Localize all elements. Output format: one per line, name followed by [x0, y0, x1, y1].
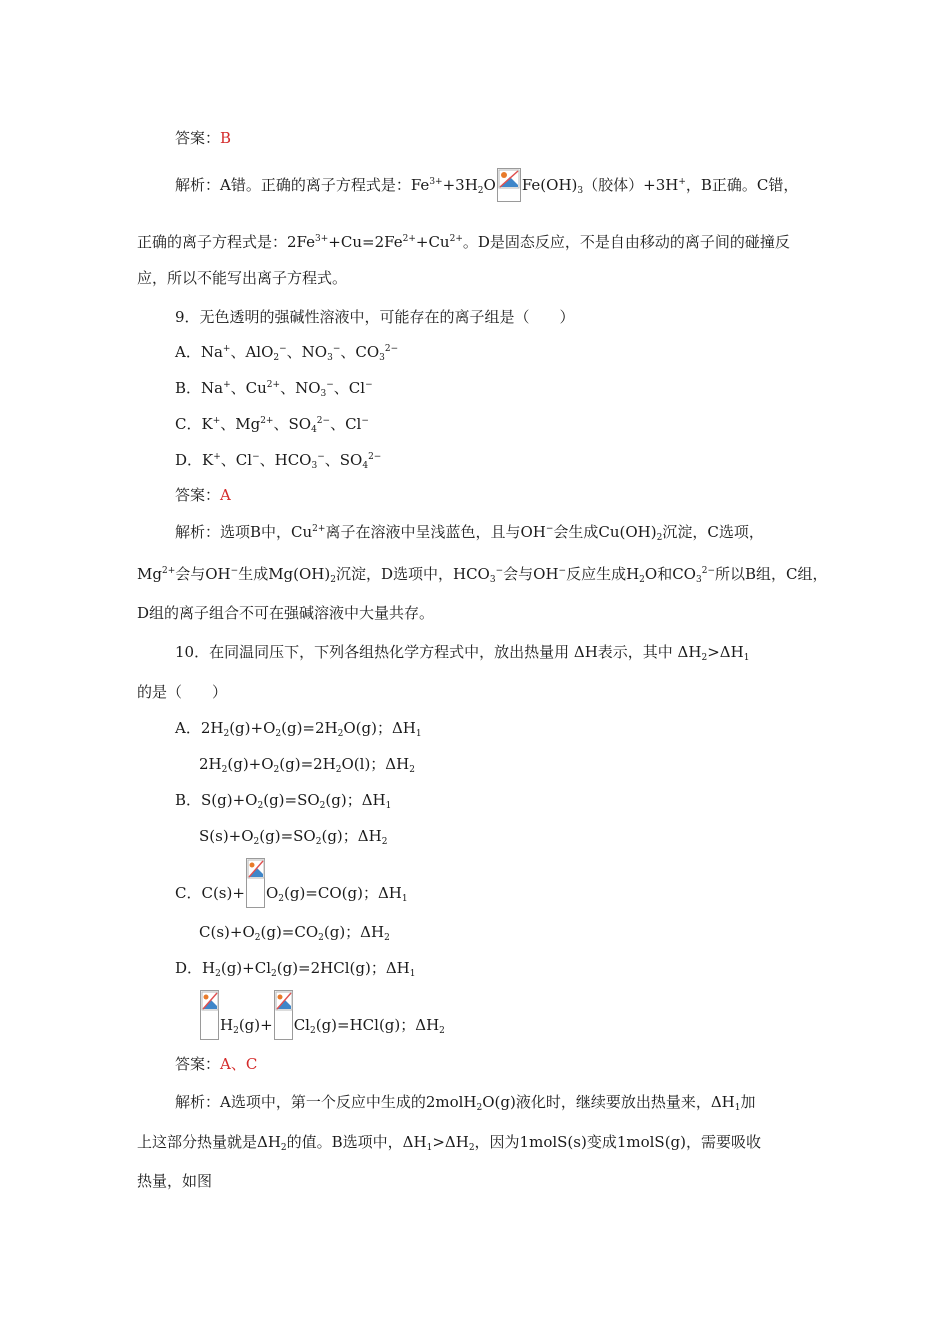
sup: 2+	[260, 416, 274, 426]
text: (g)；ΔH	[325, 791, 386, 809]
broken-image-icon	[497, 168, 521, 202]
sup: −	[332, 344, 341, 354]
sub: 3	[327, 353, 333, 363]
text: 、Cl	[330, 415, 362, 433]
q10-analysis-line-2	[137, 1132, 761, 1152]
text: +3H	[442, 176, 478, 194]
text: H	[220, 1016, 234, 1034]
sub: 1	[409, 969, 416, 979]
sub: 2	[278, 894, 284, 904]
text: (g)=2H	[281, 719, 338, 737]
sub: 2	[271, 969, 277, 979]
text: 所以B组，C组，	[715, 565, 828, 583]
text: C．K	[175, 415, 213, 433]
text: 的值。B选项中，ΔH	[286, 1133, 427, 1151]
sup: 3+	[315, 234, 329, 244]
q10-stem-line-2: 的是（ ）	[137, 683, 228, 701]
text: O(g)；ΔH	[343, 719, 416, 737]
sub: 2	[280, 1143, 287, 1153]
sub: 2	[384, 933, 390, 943]
text: (g)+	[238, 1016, 273, 1034]
sub: 2	[409, 765, 415, 775]
sup: 2−	[316, 416, 331, 426]
text: >ΔH	[707, 643, 744, 661]
text: (g)=SO	[263, 791, 320, 809]
q10-option-a-eq1	[175, 718, 422, 738]
text: Cl	[293, 1016, 310, 1034]
sub: 2	[221, 765, 228, 775]
sup: +	[678, 177, 686, 187]
sup: −	[495, 566, 504, 576]
sub: 2	[439, 1026, 445, 1036]
text: D．K	[175, 451, 214, 469]
text: 、SO	[324, 451, 363, 469]
sup: −	[317, 452, 325, 462]
text: 、NO	[286, 343, 328, 361]
q9-analysis-line-2	[137, 564, 828, 584]
q9-stem: 9．无色透明的强碱性溶液中，可能存在的离子组是（ ）	[175, 308, 575, 326]
sub: 2	[476, 1103, 483, 1113]
answer-label: 答案：	[175, 129, 221, 147]
q10-option-b-eq1	[175, 790, 391, 810]
sup: 2+	[402, 234, 416, 244]
text: S(s)+O	[199, 827, 254, 845]
sub: 2	[253, 837, 260, 847]
sup: −	[279, 344, 287, 354]
text: (g)=CO	[260, 923, 319, 941]
text: A．Na	[175, 343, 223, 361]
text: 、SO	[273, 415, 312, 433]
q9-option-c	[175, 414, 369, 434]
broken-image-icon	[246, 858, 265, 908]
sub: 1	[426, 1143, 433, 1153]
sub: 1	[385, 801, 392, 811]
broken-image-icon	[274, 990, 293, 1040]
text: (g)=SO	[259, 827, 316, 845]
q9-analysis-line-3: D组的离子组合不可在强碱溶液中大量共存。	[137, 604, 435, 622]
q9-option-d	[175, 450, 381, 470]
sup: −	[545, 524, 554, 534]
text: 沉淀，D选项中，HCO	[335, 565, 490, 583]
text: 沉淀，C选项，	[662, 523, 764, 541]
sub: 2	[223, 729, 230, 739]
text: 。D是固态反应，不是自由移动的离子间的碰撞反	[462, 233, 790, 251]
sub: 1	[401, 894, 408, 904]
sub: 3	[577, 186, 584, 196]
text: +Cu	[415, 233, 450, 251]
sup: 2+	[266, 380, 281, 390]
text: 、AlO	[230, 343, 274, 361]
sup: 2−	[384, 344, 399, 354]
answer-value: A	[220, 486, 231, 504]
text: 正确的离子方程式是：2Fe	[137, 233, 316, 251]
q10-answer	[175, 1054, 257, 1074]
sub: 2	[335, 765, 342, 775]
text: 会与OH	[503, 565, 559, 583]
text: +Cu=2Fe	[328, 233, 403, 251]
sub: 2	[233, 1026, 239, 1036]
text: O和CO	[644, 565, 696, 583]
text: B．Na	[175, 379, 224, 397]
sup: +	[212, 416, 221, 426]
text: (g)；ΔH	[323, 923, 385, 941]
q10-option-d-eq2	[199, 990, 445, 1050]
text: (g)+O	[229, 719, 276, 737]
text: >ΔH	[432, 1133, 469, 1151]
sub: 2	[319, 801, 326, 811]
text: ，B正确。C错，	[685, 176, 799, 194]
text: O	[483, 176, 496, 194]
sub: 2	[468, 1143, 475, 1153]
text: 会与OH	[175, 565, 231, 583]
text: 解析：A错。正确的离子方程式是：Fe	[175, 176, 430, 194]
sub: 1	[743, 653, 750, 663]
q10-option-a-eq2	[199, 754, 415, 774]
sub: 3	[320, 389, 327, 399]
sup: +	[222, 344, 231, 354]
q10-option-c-eq2	[199, 922, 390, 942]
text: O(l)；ΔH	[341, 755, 410, 773]
sup: 2−	[368, 452, 382, 462]
sup: −	[230, 566, 239, 576]
text: ，因为1molS(s)变成1molS(g)，需要吸收	[474, 1133, 761, 1151]
sub: 2	[315, 837, 322, 847]
text: D．H	[175, 959, 216, 977]
sup: −	[365, 380, 373, 390]
answer-label: 答案：	[175, 486, 221, 504]
text: 上这部分热量就是ΔH	[137, 1133, 281, 1151]
text: A．2H	[175, 719, 224, 737]
text: (g)=2HCl(g)；ΔH	[276, 959, 410, 977]
text: O(g)液化时，继续要放出热量来，ΔH	[482, 1093, 735, 1111]
sup: −	[326, 380, 334, 390]
q8-analysis-line-1	[175, 168, 798, 202]
text: 解析：选项B中，Cu	[175, 523, 313, 541]
text: B．S(g)+O	[175, 791, 258, 809]
answer-value: A、C	[220, 1055, 258, 1073]
text: 解析：A选项中，第一个反应中生成的2molH	[175, 1093, 477, 1111]
sup: −	[361, 416, 369, 426]
text: (g)+Cl	[220, 959, 271, 977]
sup: +	[223, 380, 231, 390]
text: C．C(s)+	[175, 884, 245, 902]
sub: 2	[257, 801, 264, 811]
text: Fe(OH)	[521, 176, 578, 194]
text: 2H	[199, 755, 222, 773]
text: 、Cu	[230, 379, 267, 397]
q9-answer	[175, 485, 231, 505]
sub: 2	[254, 933, 261, 943]
sup: −	[558, 566, 567, 576]
text: (g)+O	[227, 755, 274, 773]
q9-option-b	[175, 378, 373, 398]
text: C(s)+O	[199, 923, 255, 941]
answer-value: B	[220, 129, 232, 147]
q10-option-c-eq1	[175, 858, 408, 918]
text: (g)=CO(g)；ΔH	[283, 884, 402, 902]
text: 、HCO	[259, 451, 312, 469]
sup: 3+	[429, 177, 443, 187]
text: Mg	[137, 565, 162, 583]
text: 会生成Cu(OH)	[553, 523, 657, 541]
sub: 2	[330, 575, 336, 585]
sub: 2	[639, 575, 645, 585]
text: (g)；ΔH	[321, 827, 382, 845]
sup: +	[213, 452, 221, 462]
answer-label: 答案：	[175, 1055, 221, 1073]
text: 离子在溶液中呈浅蓝色，且与OH	[325, 523, 546, 541]
sub: 2	[477, 186, 484, 196]
text: 反应生成H	[566, 565, 640, 583]
sup: 2−	[701, 566, 715, 576]
text: (g)=HCl(g)；ΔH	[315, 1016, 440, 1034]
sub: 1	[734, 1103, 741, 1113]
q8-answer	[175, 128, 231, 148]
text: 、NO	[280, 379, 321, 397]
sub: 2	[337, 729, 344, 739]
sub: 2	[273, 765, 280, 775]
sub: 3	[379, 353, 385, 363]
sub: 3	[695, 575, 702, 585]
text: 10．在同温同压下，下列各组热化学方程式中，放出热量用 ΔH表示，其中 ΔH	[175, 643, 702, 661]
q10-analysis-line-1	[175, 1092, 756, 1112]
text: 、Mg	[220, 415, 261, 433]
text: O	[265, 884, 279, 902]
text: (g)=2H	[279, 755, 336, 773]
sub: 4	[362, 461, 369, 471]
sup: −	[252, 452, 260, 462]
q9-analysis-line-1	[175, 522, 764, 542]
sub: 2	[273, 353, 280, 363]
q10-stem-line-1	[175, 642, 749, 662]
q10-option-b-eq2	[199, 826, 387, 846]
sup: 2+	[312, 524, 326, 534]
sub: 2	[275, 729, 282, 739]
sup: 2+	[161, 566, 176, 576]
text: （胶体）+3H	[583, 176, 679, 194]
sup: 2+	[449, 234, 463, 244]
q9-option-a	[175, 342, 398, 362]
text: 、Cl	[220, 451, 253, 469]
sub: 2	[656, 533, 663, 543]
sub: 2	[215, 969, 221, 979]
q8-analysis-line-2	[137, 232, 790, 252]
text: 生成Mg(OH)	[238, 565, 331, 583]
text: 、Cl	[333, 379, 366, 397]
sub: 2	[318, 933, 324, 943]
q8-analysis-line-3: 应，所以不能写出离子方程式。	[137, 269, 348, 287]
sub: 2	[701, 653, 708, 663]
sub: 1	[415, 729, 422, 739]
q10-option-d-eq1	[175, 958, 415, 978]
sub: 4	[311, 425, 317, 435]
text: 、CO	[340, 343, 380, 361]
q10-analysis-line-3: 热量，如图	[137, 1172, 213, 1190]
sub: 3	[489, 575, 496, 585]
sub: 3	[311, 461, 318, 471]
sub: 2	[309, 1026, 316, 1036]
broken-image-icon	[200, 990, 219, 1040]
text: 加	[740, 1093, 756, 1111]
sub: 2	[381, 837, 388, 847]
